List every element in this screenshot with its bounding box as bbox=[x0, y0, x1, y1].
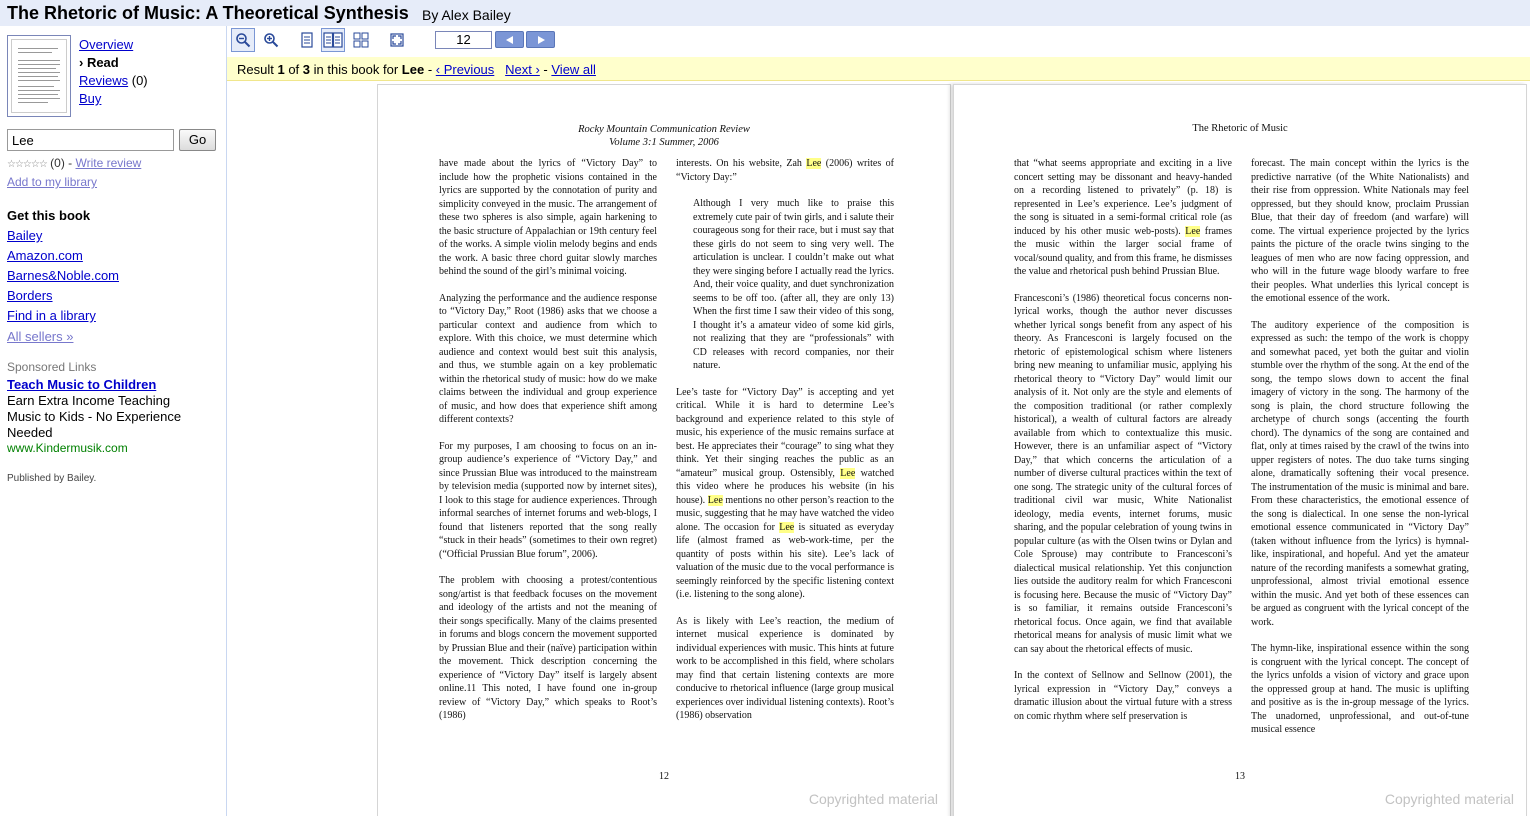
paragraph: As is likely with Lee’s reaction, the medium of internet musical experience is dominated by individual experiences with music. This hints at future work to be accomplished in this field, where scholars may find that certain listening contexts are more conducive to rhetorical influence (large group musical experiences over individual listening contexts). Root’s (1986) observation bbox=[676, 615, 894, 721]
zoom-in-icon[interactable] bbox=[259, 28, 283, 52]
result-label: Result bbox=[237, 62, 278, 77]
result-separator: - bbox=[539, 62, 552, 77]
nav-read-current: › Read bbox=[79, 55, 119, 70]
paragraph: Analyzing the performance and the audience response to “Victory Day,” Root (1986) asks that we choose a particular context and audience from which to explore. With this choice, we must determine which audience and context would best suit this analysis, and thus, we stumble again on a key problematic within the rhetorical study of music: how do we make claims between the individual and group experience of music, and how does that experience shift among different contexts? bbox=[439, 292, 657, 425]
two-page-view-icon[interactable] bbox=[321, 28, 345, 52]
seller-link-amazon[interactable]: Amazon.com bbox=[7, 248, 83, 263]
result-middle: in this book for bbox=[310, 62, 402, 77]
arrow-left-icon bbox=[505, 35, 515, 45]
paragraph: Lee’s taste for “Victory Day” is accepting and yet critical. While it is hard to determine Lee’s background and experience related to this style of music, his experience of the music remains surface at best. He appreciates their “courage” to sing what they think. Yet their singing reaches the public as an “amateur” musical group. Ostensibly, Lee watched this video where he produces his website (in his house). Lee mentions no other person’s reaction to the music, suggesting that he may have watched the video alone. The occasion for Lee is situated as everyday life (almost framed as web-work-time, per the quantity of posts within his site). Lee’s lack of valuation of the music due to the vocal performance is seemingly reinforced by the specific listening context (i.e. listening to the song alone). bbox=[676, 386, 895, 600]
book-author: By Alex Bailey bbox=[422, 7, 511, 23]
view-all-results-link[interactable]: View all bbox=[551, 62, 596, 77]
one-page-view-icon[interactable] bbox=[295, 28, 319, 52]
ad-title-link[interactable]: Teach Music to Children bbox=[7, 377, 157, 392]
find-in-library-link[interactable]: Find in a library bbox=[7, 308, 96, 323]
paragraph: have made about the lyrics of “Victory Day” to include how the prophetic visions contained in the lyrics are supported by the connotation of purity and simplicity conveyed in the music. The arrangement of these two spheres is also simple, again harkening to the basic structure of Appalachian or 19th century feel of the works. A simple violin melody begins and ends the work. A basic three chord guitar slowly marches behind the sound of the girl’s minimal voicing. bbox=[439, 158, 657, 277]
page-spread bbox=[227, 82, 1530, 816]
thumbnails-view-icon[interactable] bbox=[349, 28, 373, 52]
nav-overview-link[interactable]: Overview bbox=[79, 37, 134, 52]
get-this-book-heading: Get this book bbox=[7, 208, 91, 223]
paragraph: interests. On his website, Zah Lee (2006) writes of “Victory Day:” bbox=[676, 158, 894, 183]
rating-row bbox=[7, 156, 141, 170]
all-sellers-link[interactable]: All sellers » bbox=[7, 329, 74, 344]
cover-page-icon bbox=[11, 39, 67, 113]
seller-link-barnes-noble[interactable]: Barnes&Noble.com bbox=[7, 268, 119, 283]
rating-count: (0) - bbox=[46, 156, 76, 170]
result-of: of bbox=[284, 62, 303, 77]
search-in-book-input[interactable] bbox=[7, 129, 174, 151]
zoom-out-icon[interactable] bbox=[231, 28, 255, 52]
paragraph: For my purposes, I am choosing to focus on an in-group audience’s experience of “Victory Day,” and since Prussian Blue was introduced to the mainstream by television media (supported now by internet sites), I look to this stage for audience experiences. Through informal searches of internet forums and web-blogs, I found that listeners reported that the song really “stuck in their heads” (sometimes to their own regret) (“Official Prussian Blue forum”, 2006). bbox=[439, 440, 657, 560]
running-head-volume: Volume 3:1 Summer, 2006 bbox=[609, 137, 719, 148]
add-to-library-link[interactable]: Add to my library bbox=[7, 175, 98, 189]
paragraph: Francesconi’s (1986) theoretical focus concerns non-lyrical works, though the author never discusses whether lyrical songs benefit from any aspect of his theory. As Francesconi is largely focused on the rhetoric of epistemological schism where listeners bring new meaning to unfamiliar music, applying his rhetorical theory to “Victory Day” would limit our analysis of it. Not only are the style and elements of the composition traditional (or rather complexly historical), a wealth of cultural factors are already available from which to contextualize this music. However, there is an unfamiliar aspect of “Victory Day,” that which concerns the articulation of a number of diverse cultural practices within the text of one song. The strategic unity of the cultural forces of traditional civil war music, White Nationalist ideology, media events, internet forums, music sharing, and the popular celebration of young twins in popular culture (as with the Olsen twins or Dylan and Cole Sprouse) may contribute to Francesconi’s dialectical musical relationship. Yet this conjunction lies outside the auditory realm for which Francesconi is focusing here. Because the music of “Victory Day” is so familiar, it remains outside Francesconi’s rhetorical focus. Once again, we find that available rhetorical means for analysis of music limit what we can say about the rhetorical effects of music. bbox=[1014, 292, 1232, 655]
next-page-button[interactable] bbox=[526, 31, 555, 48]
page-number-input[interactable]: 12 bbox=[435, 31, 492, 49]
result-total: 3 bbox=[302, 62, 311, 77]
paragraph: In the context of Sellnow and Sellnow (2001), the lyrical expression in “Victory Day,” conveys a dramatic illusion about the virtual future with a stress on comic rhythm where self preservation is bbox=[1014, 670, 1232, 722]
previous-result-link[interactable]: ‹ Previous bbox=[435, 62, 495, 77]
book-page-left[interactable] bbox=[377, 84, 951, 816]
page-left-column-2 bbox=[676, 157, 894, 736]
search-highlight: Lee bbox=[1185, 225, 1201, 237]
search-highlight: Lee bbox=[806, 158, 822, 169]
next-result-link[interactable]: Next › bbox=[505, 62, 540, 77]
paragraph: forecast. The main concept within the lyrics is the predictive narrative (of the White Nationalists) and their rise from oppression. White Nationals may feel oppressed, but they should know, proclaim Prussian Blue, that their day of freedom (and warfare) will come. The virtual experience projected by the lyrics paints the picture of the oracle twins singing to the leagues of men who are now facing oppression, and who will in the future wage bloody warfare to free their peoples. What underlies this lyrical concept is the emotional essence of the work. bbox=[1251, 158, 1469, 304]
write-review-link[interactable]: Write review bbox=[75, 156, 142, 170]
prev-page-button[interactable] bbox=[495, 31, 524, 48]
paragraph: The problem with choosing a protest/contentious song/artist is that feedback focuses on the movement and ideology of the artists and not the meaning of their songs specifically. Many of the claims presented in forums and blogs concern the movement supported by Prussian Blue and their (naïve) participation within the movement. Thick description concerning the experience of “Victory Day” itself is largely absent online.11 This noted, I have found one in-group review of “Victory Day,” which speaks to Root’s (1986) bbox=[439, 575, 657, 721]
paragraph: The auditory experience of the composition is expressed as such: the tempo of the work is choppy and somewhat paced, yet both the guitar and violin stumble over the rhythm of the song. At the end of the song, the tempo slows down to accent the final imagery of victory in the song. The harmony of the song is plain, the chord structure following the archetype of church songs (accenting the fourth chord). The dynamics of the song are contained and flat, only at times raised by the crawl of the twins into upper registers of notes. The duo take turns singing alone, dramatically softening their vocal presence. The instrumentation of the music is minimal and bare. From these characteristics, the emotional essence of the song is dialectical. In one sense the non-lyrical emotional essence communicated in “Victory Day” (taken without influence from the lyrics) is hymnal-like, inspirational, and hopeful. And yet the amateur nature of the recording manifests a somewhat grating, unprofessional, almost trivial emotional essence within the music. And yet both of these essences can be argued as congruent with the lyrical concept of the work. bbox=[1251, 319, 1469, 628]
search-highlight: Lee bbox=[840, 467, 856, 479]
ad-description: Earn Extra Income Teaching Music to Kids - No Experience Needed bbox=[7, 393, 182, 440]
page-right-column-2 bbox=[1251, 157, 1469, 750]
running-head-title: The Rhetoric of Music bbox=[1192, 123, 1288, 134]
sidebar bbox=[0, 26, 226, 816]
result-search-term: Lee bbox=[401, 62, 425, 77]
seller-link-borders[interactable]: Borders bbox=[7, 288, 53, 303]
paragraph: The hymn-like, inspirational essence within the song is congruent with the lyrical concept. The concept of the lyrics unfolds a vision of victory and grace upon the oppressed group at hand. The music is uplifting and positive as is the in-group message of the lyrics. The unadorned, unprofessional, and out-of-tune musical essence bbox=[1251, 643, 1469, 735]
seller-link-bailey[interactable]: Bailey bbox=[7, 228, 43, 243]
nav-buy-link[interactable]: Buy bbox=[79, 91, 102, 106]
nav-reviews-link[interactable]: Reviews bbox=[79, 73, 129, 88]
result-separator: - bbox=[424, 62, 436, 77]
book-page-right[interactable] bbox=[953, 84, 1527, 816]
title-bar bbox=[0, 0, 1530, 26]
page-left-column-1 bbox=[439, 157, 657, 736]
book-viewer bbox=[226, 26, 1530, 816]
page-number-left: 12 bbox=[659, 771, 669, 782]
reviews-count: (0) bbox=[128, 73, 148, 88]
arrow-right-icon bbox=[536, 35, 546, 45]
viewer-toolbar bbox=[227, 26, 1530, 56]
paragraph: that “what seems appropriate and exciting in a live concert setting may be dissonant and heavy-handed on a recording listened to privately” (p. 18) is represented in Lee’s experience. Lee’s judgment of the song is situated in a semi-formal critical role (as induced by his other music web-posts). Lee frames the music within the larger social frame of vocal/sound quality, and from this frame, he dismisses the value and rhetorical push behind Prussian Blue. bbox=[1014, 158, 1232, 277]
book-title: The Rhetoric of Music: A Theoretical Synthesis bbox=[7, 3, 409, 23]
ad-url[interactable]: www.Kindermusik.com bbox=[7, 441, 128, 455]
result-current: 1 bbox=[277, 62, 285, 77]
running-head-journal: Rocky Mountain Communication Review bbox=[578, 124, 750, 135]
rating-stars-icon: ☆☆☆☆☆ bbox=[7, 159, 47, 170]
page-number-right: 13 bbox=[1235, 771, 1245, 782]
book-cover-thumbnail[interactable] bbox=[7, 35, 71, 117]
nav-reviews bbox=[79, 73, 148, 88]
fullscreen-icon[interactable] bbox=[385, 28, 409, 52]
publisher-info: Published by Bailey. bbox=[7, 473, 97, 484]
copyright-watermark: Copyrighted material bbox=[808, 791, 938, 807]
block-quote: Although I very much like to praise this extremely cute pair of twin girls, and i salute their courageous song for their race, but i must say that these girls do not seem to sing very well. The articulation is unclear. I couldn’t make out what they were singing before I actually read the lyrics. And, their voice quality, and duet synchronization seems to be off too. (after all, they are only 13) When the first time I saw their video of this song, I thought it’s a amateur video of some kid girls, not realizing that they are “professionals” with CD releases with record companies, nor their nature. bbox=[693, 198, 894, 371]
page-right-column-1 bbox=[1014, 157, 1232, 736]
search-go-button[interactable]: Go bbox=[179, 129, 216, 151]
search-highlight: Lee bbox=[779, 521, 795, 533]
copyright-watermark: Copyrighted material bbox=[1384, 791, 1514, 807]
sponsored-links-heading: Sponsored Links bbox=[7, 360, 97, 374]
search-highlight: Lee bbox=[707, 494, 723, 506]
search-result-bar bbox=[227, 57, 1530, 81]
